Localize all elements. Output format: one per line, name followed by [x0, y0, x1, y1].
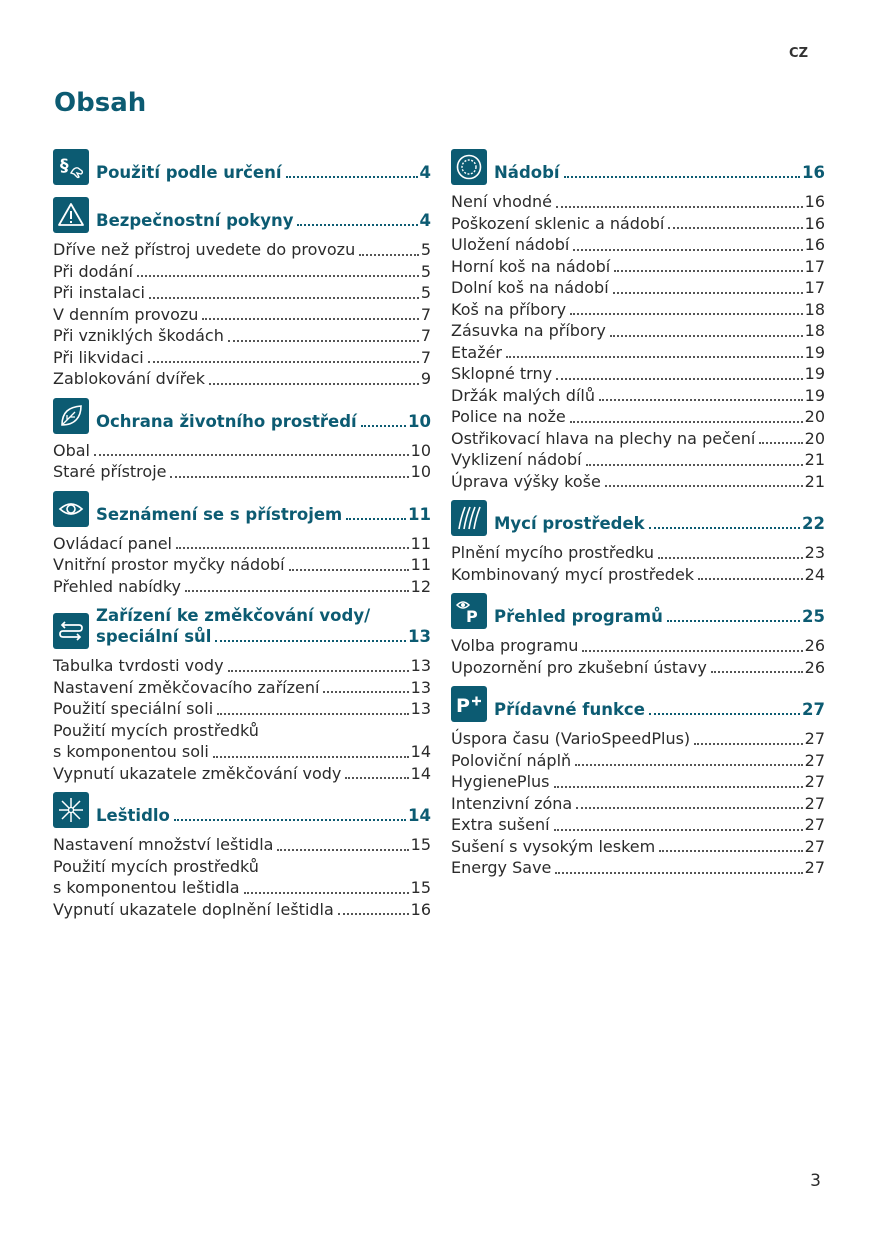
toc-entry-label: Vypnutí ukazatele doplnění leštidla [53, 899, 334, 919]
toc-section-label-cont: speciální sůl [96, 627, 212, 646]
toc-section-label: Nádobí [494, 163, 560, 182]
svg-text:P: P [466, 607, 478, 625]
leader-dots [570, 421, 803, 423]
toc-entry-label: Volba programu [451, 636, 579, 655]
toc-entry[interactable] [451, 256, 825, 278]
leader-dots [570, 313, 803, 315]
toc-entry-label: Ostřikovací hlava na plechy na pečení [451, 428, 756, 448]
toc-section-entries [53, 533, 431, 598]
toc-entry-label: Při instalaci [53, 283, 145, 302]
additional-functions-icon [451, 686, 487, 722]
leader-dots [137, 275, 419, 277]
rinse-aid-sparkle-icon [53, 792, 89, 828]
leader-dots [554, 829, 803, 831]
leader-dots [658, 557, 803, 559]
toc-section-page: 13 [408, 627, 431, 646]
toc-entry-label: Vyklizení nádobí [451, 450, 582, 469]
leader-dots [556, 378, 803, 380]
leader-dots [244, 892, 409, 894]
leader-dots [228, 670, 409, 672]
toc-entry[interactable] [53, 763, 431, 785]
toc-section-page: 25 [802, 607, 825, 626]
toc-entry-page: 27 [804, 772, 825, 791]
toc-section-entries [53, 834, 431, 920]
toc-entry[interactable] [53, 856, 431, 899]
leader-dots [202, 318, 418, 320]
toc-entry-page: 16 [804, 192, 825, 211]
water-softener-icon [53, 613, 89, 649]
toc-entry[interactable] [451, 771, 825, 793]
toc-entry-page: 9 [420, 369, 431, 388]
toc-entry-page: 10 [410, 440, 431, 460]
leader-dots [346, 518, 406, 520]
toc-entry-label: Vypnutí ukazatele změkčování vody [53, 763, 342, 783]
leader-dots [614, 270, 802, 272]
toc-entry-page: 5 [420, 240, 431, 259]
toc-entry-label-cont: s komponentou leštidla [53, 878, 240, 897]
toc-section-page: 14 [408, 806, 431, 825]
toc-entry-label: Nastavení změkčovacího zařízení [53, 677, 320, 697]
toc-entry[interactable] [451, 213, 825, 235]
toc-entry[interactable] [451, 750, 825, 772]
toc-entry-page: 5 [420, 261, 431, 281]
toc-entry-label: Uložení nádobí [451, 235, 570, 254]
toc-entry-page: 15 [410, 835, 431, 854]
toc-section-page: 11 [408, 504, 431, 524]
toc-entry-page: 17 [804, 256, 825, 276]
leader-dots [759, 442, 802, 444]
leader-dots [659, 850, 802, 852]
toc-section-label: Leštidlo [96, 806, 170, 825]
toc-entry[interactable] [451, 428, 825, 450]
leader-dots [94, 454, 409, 456]
toc-entry[interactable] [451, 471, 825, 493]
leader-dots [711, 671, 803, 673]
leader-dots [148, 361, 419, 363]
toc-section-page: 4 [419, 163, 431, 182]
toc-section-entries [53, 655, 431, 784]
leader-dots [215, 640, 406, 642]
toc-entry-page: 15 [410, 878, 431, 897]
toc-entry[interactable] [451, 564, 825, 586]
leader-dots [554, 786, 803, 788]
toc-entry-label: Použití speciální soli [53, 699, 214, 718]
leader-dots [361, 425, 406, 427]
toc-entry-label: Ovládací panel [53, 533, 172, 553]
svg-text:§: § [60, 156, 69, 176]
section-hand-icon [53, 149, 89, 185]
leader-dots [667, 620, 800, 622]
toc-entry-page: 10 [410, 462, 431, 481]
toc-entry-label: Zásuvka na příbory [451, 321, 606, 340]
toc-entry-page: 27 [804, 750, 825, 770]
toc-section-label: Použití podle určení [96, 163, 282, 182]
toc-entry-label: Etažér [451, 342, 503, 362]
toc-entry-label: Úprava výšky koše [451, 471, 601, 491]
toc-entry[interactable] [451, 363, 825, 385]
toc-entry-page: 18 [804, 299, 825, 319]
toc-entry-page: 11 [410, 555, 431, 574]
toc-entry[interactable] [53, 677, 431, 699]
toc-entry-label: Při dodání [53, 261, 133, 281]
leader-dots [213, 756, 409, 758]
leader-dots [698, 578, 803, 580]
toc-section-page: 27 [802, 700, 825, 719]
leader-dots [345, 777, 408, 779]
toc-section-entries [451, 542, 825, 585]
toc-section-heading[interactable] [451, 149, 825, 185]
toc-section-heading[interactable] [451, 500, 825, 536]
toc-entry[interactable] [53, 533, 431, 555]
toc-section-label: Zařízení ke změkčování vody/ [96, 606, 371, 625]
leader-dots [185, 590, 409, 592]
toc-section-label: Přehled programů [494, 607, 663, 626]
toc-entry-page: 24 [804, 564, 825, 584]
toc-entry[interactable] [53, 440, 431, 462]
toc-entry[interactable] [451, 299, 825, 321]
toc-entry-page: 27 [804, 858, 825, 877]
toc-entry-page: 27 [804, 836, 825, 856]
toc-entry-label: Úspora času (VarioSpeedPlus) [451, 729, 691, 748]
leader-dots [338, 913, 409, 915]
leader-dots [564, 176, 800, 178]
toc-entry[interactable] [451, 836, 825, 858]
toc-section-entries [451, 635, 825, 678]
toc-entry-page: 14 [410, 763, 431, 783]
leader-dots [217, 713, 408, 715]
toc-entry[interactable] [451, 234, 825, 256]
toc-entry-page: 20 [804, 428, 825, 448]
warning-triangle-icon [53, 197, 89, 233]
toc-entry-page: 18 [804, 321, 825, 340]
leader-dots [323, 691, 408, 693]
toc-entry[interactable] [451, 635, 825, 657]
toc-section-entries [451, 728, 825, 879]
toc-entry-page: 26 [804, 636, 825, 655]
toc-entry[interactable] [451, 657, 825, 679]
toc-entry[interactable] [53, 368, 431, 390]
toc-entry[interactable] [53, 325, 431, 347]
toc-section-heading[interactable] [53, 792, 431, 828]
toc-section-page: 4 [419, 211, 431, 230]
toc-entry-label: Plnění mycího prostředku [451, 543, 654, 562]
toc-entry-label: Použití mycích prostředků [53, 720, 259, 740]
toc-entry-page: 19 [804, 342, 825, 362]
toc-entry-page: 7 [420, 304, 431, 324]
toc-entry-page: 26 [804, 657, 825, 677]
toc-entry[interactable] [451, 277, 825, 299]
toc-entry[interactable] [451, 320, 825, 342]
leader-dots [613, 292, 803, 294]
toc-entry-label-cont: s komponentou soli [53, 742, 209, 761]
toc-entry[interactable] [451, 406, 825, 428]
toc-left-column [53, 143, 431, 928]
toc-section-label: Bezpečnostní pokyny [96, 211, 294, 230]
toc-entry-label: Staré přístroje [53, 462, 167, 481]
toc-entry-label: Vnitřní prostor myčky nádobí [53, 555, 285, 574]
toc-right-column [451, 143, 825, 887]
program-overview-icon [451, 593, 487, 629]
toc-section-entries [53, 440, 431, 483]
toc-entry-label: Extra sušení [451, 815, 550, 834]
toc-section-page: 16 [802, 163, 825, 182]
leader-dots [649, 527, 800, 529]
toc-entry-label: Dříve než přístroj uvedete do provozu [53, 240, 356, 259]
toc-entry[interactable] [53, 347, 431, 369]
toc-entry-page: 7 [420, 347, 431, 367]
toc-entry-label: Energy Save [451, 858, 552, 877]
toc-entry[interactable] [451, 385, 825, 407]
toc-section-entries [451, 191, 825, 492]
toc-entry-page: 16 [804, 213, 825, 233]
toc-entry[interactable] [53, 655, 431, 677]
toc-entry[interactable] [451, 542, 825, 564]
toc-entry-label: Poloviční náplň [451, 750, 572, 770]
toc-entry-page: 13 [410, 677, 431, 697]
toc-entry-page: 27 [804, 815, 825, 834]
toc-section-heading[interactable] [53, 605, 431, 649]
toc-entry[interactable] [451, 342, 825, 364]
toc-entry[interactable] [451, 793, 825, 815]
leader-dots [359, 254, 419, 256]
toc-section-page: 22 [802, 514, 825, 533]
leader-dots [286, 176, 418, 178]
toc-entry[interactable] [53, 304, 431, 326]
toc-entry-page: 13 [410, 656, 431, 675]
toc-entry-page: 27 [804, 729, 825, 748]
toc-entry-page: 5 [420, 283, 431, 302]
leader-dots [576, 807, 802, 809]
toc-entry-page: 27 [804, 793, 825, 813]
toc-entry-page: 12 [410, 576, 431, 596]
toc-section-heading[interactable] [451, 593, 825, 629]
toc-entry-page: 20 [804, 407, 825, 426]
toc-entry-page: 16 [804, 235, 825, 254]
toc-section-label: Ochrana životního prostředí [96, 411, 357, 431]
detergent-icon [451, 500, 487, 536]
toc-entry-page: 13 [410, 699, 431, 718]
toc-entry-label: Obal [53, 440, 90, 460]
toc-entry[interactable] [53, 899, 431, 921]
toc-section-heading[interactable] [53, 149, 431, 185]
toc-section-heading[interactable] [451, 686, 825, 722]
toc-section-label: Seznámení se s přístrojem [96, 504, 343, 524]
leader-dots [556, 206, 803, 208]
toc-entry-page: 11 [410, 533, 431, 553]
toc-entry-label: Horní koš na nádobí [451, 256, 611, 276]
leaf-icon [53, 398, 89, 434]
leader-dots [277, 849, 408, 851]
toc-entry-label: HygienePlus [451, 772, 550, 791]
leader-dots [176, 547, 409, 549]
toc-entry[interactable] [53, 461, 431, 483]
toc-entry[interactable] [451, 857, 825, 879]
leader-dots [573, 249, 802, 251]
toc-entry-page: 23 [804, 543, 825, 562]
toc-section-label: Přídavné funkce [494, 700, 645, 719]
toc-entry-label: Není vhodné [451, 192, 553, 211]
toc-entry-label: Použití mycích prostředků [53, 856, 259, 876]
toc-section-page: 10 [408, 411, 431, 431]
toc-entry-label: Dolní koš na nádobí [451, 278, 609, 297]
leader-dots [610, 335, 803, 337]
toc-entry-page: 14 [410, 742, 431, 761]
dishes-plate-icon [451, 149, 487, 185]
toc-entry-label: Nastavení množství leštidla [53, 835, 274, 854]
toc-entry[interactable] [53, 720, 431, 763]
toc-entry[interactable] [451, 814, 825, 836]
toc-entry-label: Sklopné trny [451, 364, 553, 383]
toc-entry-label: Intenzivní zóna [451, 793, 573, 813]
eye-icon [53, 491, 89, 527]
language-code: CZ [789, 46, 808, 61]
toc-entry-label: Sušení s vysokým leskem [451, 836, 656, 856]
toc-entry-label: Koš na příbory [451, 299, 567, 319]
leader-dots [297, 224, 417, 226]
toc-entry-page: 21 [804, 471, 825, 491]
toc-entry[interactable] [53, 698, 431, 720]
toc-entry[interactable] [53, 261, 431, 283]
leader-dots [586, 464, 803, 466]
toc-entry-label: Při vzniklých škodách [53, 326, 224, 345]
toc-entry-page: 19 [804, 364, 825, 383]
toc-entry[interactable] [451, 728, 825, 750]
toc-section-label: Mycí prostředek [494, 514, 645, 533]
toc-entry[interactable] [451, 191, 825, 213]
toc-entry-page: 7 [420, 326, 431, 345]
toc-entry-page: 19 [804, 385, 825, 405]
toc-entry-page: 16 [410, 899, 431, 919]
leader-dots [582, 650, 802, 652]
toc-entry[interactable] [53, 834, 431, 856]
toc-section-entries [53, 239, 431, 390]
leader-dots [174, 819, 406, 821]
toc-entry-label: Při likvidaci [53, 347, 144, 367]
toc-entry-label: Poškození sklenic a nádobí [451, 213, 665, 233]
leader-dots [228, 340, 419, 342]
leader-dots [209, 383, 419, 385]
toc-section-heading[interactable] [53, 398, 431, 434]
toc-entry-label: Kombinovaný mycí prostředek [451, 564, 695, 584]
leader-dots [170, 476, 408, 478]
leader-dots [575, 764, 802, 766]
page-number: 3 [810, 1171, 821, 1191]
leader-dots [506, 356, 803, 358]
leader-dots [555, 872, 802, 874]
toc-entry[interactable] [53, 554, 431, 576]
toc-entry[interactable] [53, 576, 431, 598]
toc-section-heading[interactable] [53, 197, 431, 233]
leader-dots [694, 743, 802, 745]
leader-dots [599, 399, 803, 401]
leader-dots [289, 569, 409, 571]
leader-dots [149, 297, 419, 299]
toc-entry[interactable] [53, 282, 431, 304]
page-title: Obsah [54, 88, 147, 118]
leader-dots [605, 485, 803, 487]
toc-entry-label: Tabulka tvrdosti vody [53, 656, 224, 675]
toc-entry[interactable] [53, 239, 431, 261]
toc-entry-label: Přehled nabídky [53, 576, 181, 596]
leader-dots [668, 227, 802, 229]
toc-entry-label: Zablokování dvířek [53, 369, 205, 388]
toc-entry-label: Police na nože [451, 407, 566, 426]
toc-entry-label: Upozornění pro zkušební ústavy [451, 657, 707, 677]
toc-entry-page: 21 [804, 450, 825, 469]
svg-text:P: P [456, 695, 470, 717]
toc-entry[interactable] [451, 449, 825, 471]
leader-dots [649, 713, 800, 715]
toc-entry-page: 17 [804, 278, 825, 297]
toc-entry-label: V denním provozu [53, 304, 199, 324]
toc-section-heading[interactable] [53, 491, 431, 527]
toc-entry-label: Držák malých dílů [451, 385, 595, 405]
